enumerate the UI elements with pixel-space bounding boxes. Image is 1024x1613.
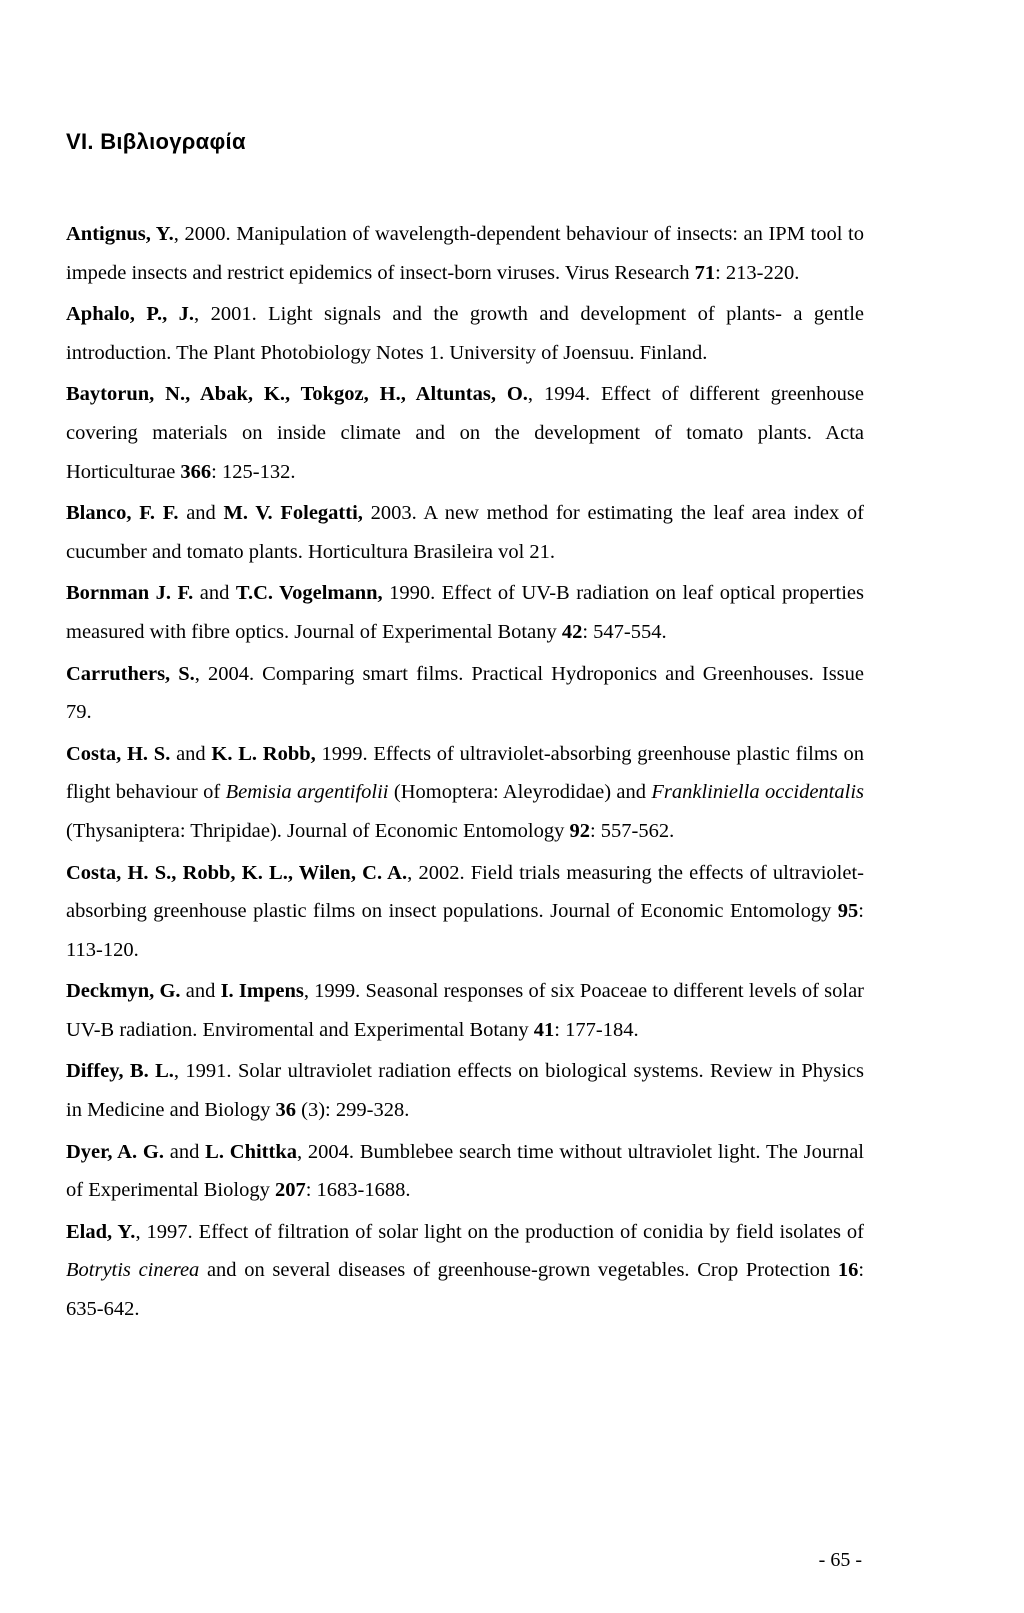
reference-bold-text: T.C. Vogelmann, <box>235 582 383 605</box>
reference-text: : 557-562. <box>589 819 675 842</box>
reference-text: , 2004. Bumblebee search time without ultraviolet light. The Journal of Experimental Biology <box>66 1140 864 1202</box>
reference-text: : 125-132. <box>211 460 296 483</box>
reference-entry <box>66 215 864 292</box>
reference-bold-text: Dyer, A. G. <box>66 1140 164 1163</box>
reference-text: 1990. Effect of UV-B radiation on leaf optical properties measured with fibre optics. Journal of Experimental Botany <box>66 582 864 643</box>
reference-bold-text: 92 <box>569 819 590 842</box>
reference-italic-text: Botrytis cinerea <box>66 1259 200 1282</box>
reference-text: , 2002. Field trials measuring the effects of ultraviolet-absorbing greenhouse plastic films on insect populations. Journal of Economic Entomology <box>66 861 865 923</box>
reference-bold-text: L. Chittka <box>205 1140 297 1163</box>
reference-text: (Thysaniptera: Thripidae). Journal of Economic Entomology <box>66 819 570 842</box>
reference-text: and <box>180 980 221 1003</box>
reference-text: : 1683-1688. <box>305 1179 411 1202</box>
reference-text: (3): 299-328. <box>296 1099 410 1122</box>
reference-italic-text: Frankliniella occidentalis <box>651 781 864 804</box>
reference-bold-text: 95 <box>837 900 859 923</box>
reference-entry <box>66 655 864 732</box>
reference-bold-text: Costa, H. S., Robb, K. L., Wilen, C. A. <box>66 861 408 884</box>
reference-bold-text: Antignus, Y. <box>66 223 174 245</box>
reference-text: and <box>170 742 212 765</box>
reference-bold-text: 71 <box>694 261 716 284</box>
reference-bold-text: I. Impens <box>220 980 304 1003</box>
reference-text: (Homoptera: Aleyrodidae) and <box>388 781 652 804</box>
reference-text: and <box>178 502 224 525</box>
reference-bold-text: Aphalo, P., J. <box>66 303 195 326</box>
reference-text: and on several diseases of greenhouse-grown vegetables. Crop Protection <box>199 1259 838 1282</box>
reference-list <box>66 215 864 1332</box>
section-title: VI. Βιβλιογραφία <box>66 129 246 154</box>
reference-entry <box>66 375 864 491</box>
reference-text: , 1991. Solar ultraviolet radiation effects on biological systems. Review in Physics in Medicine and Biology <box>66 1060 864 1122</box>
reference-text: , 2000. Manipulation of wavelength-dependent behaviour of insects: an IPM tool to impede insects and restrict epidemics of insect-born viruses. Virus Research <box>66 223 864 284</box>
reference-text: and <box>163 1140 206 1163</box>
reference-entry <box>66 972 864 1049</box>
reference-italic-text: Bemisia argentifolii <box>225 781 389 804</box>
reference-bold-text: Blanco, F. F. <box>66 502 179 525</box>
reference-text: : 177-184. <box>554 1018 639 1041</box>
reference-bold-text: 36 <box>275 1099 297 1122</box>
reference-text: : 113-120. <box>66 900 864 961</box>
reference-bold-text: 16 <box>837 1259 859 1282</box>
reference-entry <box>66 295 864 372</box>
reference-text: , 1994. Effect of different greenhouse covering materials on inside climate and on the development of tomato plants. Acta Horticulturae <box>66 383 864 483</box>
reference-bold-text: Carruthers, S. <box>66 662 195 685</box>
reference-bold-text: 42 <box>561 620 583 643</box>
reference-bold-text: K. L. Robb, <box>211 742 316 765</box>
reference-text: , 2004. Comparing smart films. Practical Hydroponics and Greenhouses. Issue 79. <box>66 662 864 724</box>
reference-text: , 2001. Light signals and the growth and development of plants- a gentle introduction. The Plant Photobiology Notes 1. University of Joensuu. Finland. <box>66 303 864 364</box>
reference-bold-text: Bornman J. F. <box>66 582 194 605</box>
reference-entry <box>66 1133 864 1210</box>
reference-text: : 213-220. <box>715 261 800 284</box>
reference-bold-text: Deckmyn, G. <box>66 980 181 1003</box>
reference-text: : 547-554. <box>582 620 667 643</box>
reference-text: 2003. A new method for estimating the leaf area index of cucumber and tomato plants. Horticultura Brasileira vol 21. <box>66 502 864 563</box>
reference-text: , 1997. Effect of filtration of solar light on the production of conidia by field isolates of <box>135 1220 864 1243</box>
reference-entry <box>66 735 864 851</box>
reference-entry <box>66 1213 864 1329</box>
reference-entry <box>66 494 864 571</box>
reference-bold-text: Costa, H. S. <box>66 742 171 765</box>
reference-text: : 635-642. <box>66 1259 865 1321</box>
reference-text: and <box>193 582 236 605</box>
reference-bold-text: Elad, Y. <box>66 1220 136 1243</box>
reference-entry <box>66 854 864 970</box>
reference-bold-text: Diffey, B. L. <box>66 1060 174 1083</box>
reference-entry <box>66 1052 864 1129</box>
reference-text: , 1999. Seasonal responses of six Poaceae to different levels of solar UV-B radiation. Enviromental and Experimental Botany <box>66 980 864 1041</box>
reference-bold-text: 41 <box>533 1018 555 1041</box>
reference-bold-text: M. V. Folegatti, <box>223 502 363 525</box>
reference-entry <box>66 574 864 651</box>
reference-bold-text: Baytorun, N., Abak, K., Tokgoz, H., Altuntas, O. <box>66 383 528 406</box>
reference-bold-text: 207 <box>274 1179 306 1202</box>
reference-text: 1999. Effects of ultraviolet-absorbing greenhouse plastic films on flight behaviour of <box>66 742 865 804</box>
reference-bold-text: 366 <box>180 460 212 483</box>
page-number: - 65 - <box>818 1549 862 1571</box>
